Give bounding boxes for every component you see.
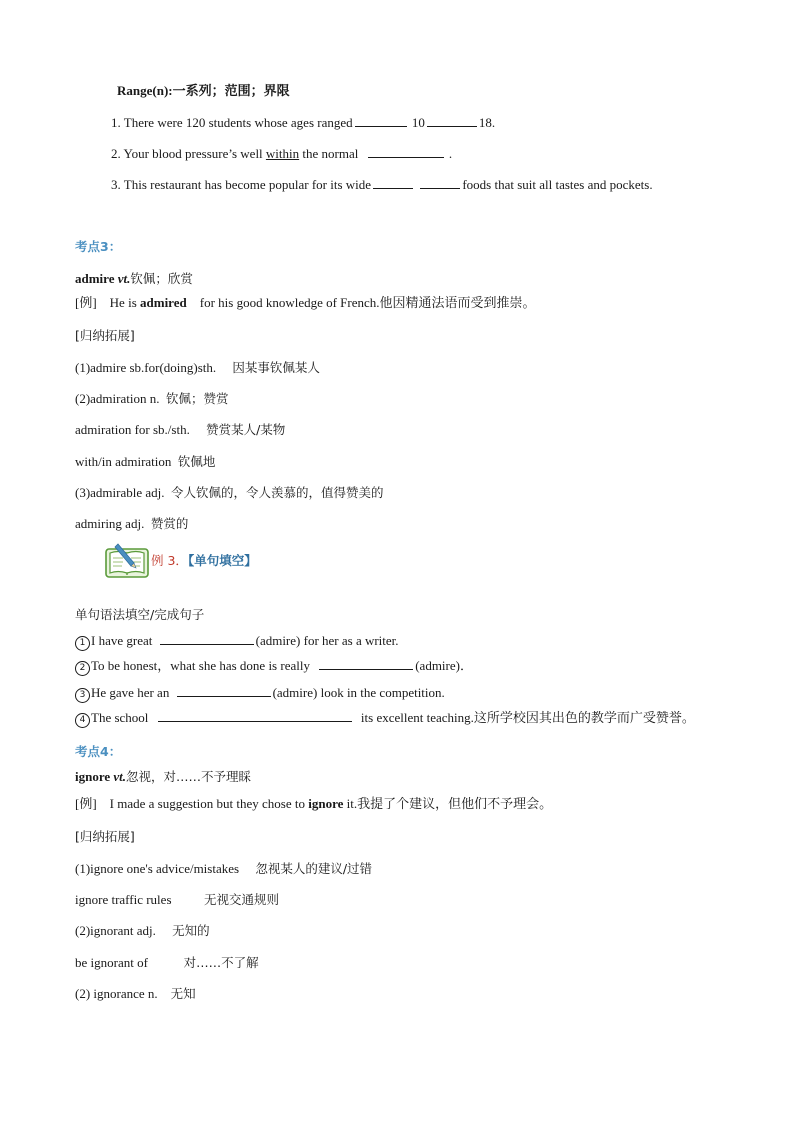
point-4-item: (1)ignore one's advice/mistakes 忽视某人的建议/过错 bbox=[75, 861, 373, 876]
point-3-expand-heading: [归纳拓展] bbox=[75, 328, 135, 343]
answer-blank bbox=[319, 657, 413, 670]
number-circle: 4 bbox=[75, 713, 90, 728]
point-3-item: (3)admirable adj. 令人钦佩的，令人羡慕的，值得赞美的 bbox=[75, 485, 384, 500]
answer-blank bbox=[355, 114, 407, 127]
point-4-expand-heading: [归纳拓展] bbox=[75, 829, 135, 844]
answer-blank bbox=[368, 145, 444, 158]
answer-blank bbox=[158, 709, 352, 722]
point-3-item: (1)admire sb.for(doing)sth. 因某事钦佩某人 bbox=[75, 360, 320, 375]
answer-blank bbox=[427, 114, 477, 127]
point-3-item: admiration for sb./sth. 赞赏某人/某物 bbox=[75, 422, 286, 437]
point-4-label: 考点4： bbox=[75, 744, 122, 759]
range-question-2: 2. Your blood pressure’s well within the normal . bbox=[111, 146, 453, 161]
example-3-instruction: 单句语法填空/完成句子 bbox=[75, 607, 205, 622]
answer-blank bbox=[420, 176, 460, 189]
range-question-3: 3. This restaurant has become popular for its wide foods that suit all tastes and pockets. bbox=[111, 177, 653, 192]
range-question-1: 1. There were 120 students whose ages ranged 10 18. bbox=[111, 115, 496, 130]
point-4-item: (2)ignorant adj. 无知的 bbox=[75, 923, 210, 938]
range-heading: Range(n):一系列；范围；界限 bbox=[117, 83, 290, 98]
point-3-item: (2)admiration n. 钦佩；赞赏 bbox=[75, 391, 229, 406]
point-3-example: [例] He is admired for his good knowledge of French.他因精通法语而受到推崇。 bbox=[75, 295, 536, 310]
number-circle: 1 bbox=[75, 636, 90, 651]
example-3-question-3: 3 He gave her an (admire) look in the competition. bbox=[75, 684, 445, 703]
example-3-question-1: 1 I have great (admire) for her as a writer. bbox=[75, 632, 399, 651]
point-3-item: with/in admiration 钦佩地 bbox=[75, 454, 216, 469]
example-3-title: 例 3．【单句填空】 bbox=[151, 553, 257, 568]
answer-blank bbox=[373, 176, 413, 189]
point-4-item: ignore traffic rules 无视交通规则 bbox=[75, 892, 280, 907]
point-4-headword: ignore vt.忽视，对……不予理睬 bbox=[75, 769, 252, 784]
answer-blank bbox=[177, 684, 271, 697]
point-3-item: admiring adj. 赞赏的 bbox=[75, 516, 189, 531]
point-4-example: [例] I made a suggestion but they chose to ignore it.我提了个建议，但他们不予理会。 bbox=[75, 796, 553, 811]
point-3-label: 考点3： bbox=[75, 239, 122, 254]
example-3-question-4: 4 The school its excellent teaching.这所学校因其出色的教学而广受赞誉。 bbox=[75, 709, 695, 728]
point-4-item: be ignorant of 对……不了解 bbox=[75, 955, 259, 970]
answer-blank bbox=[160, 632, 254, 645]
number-circle: 3 bbox=[75, 688, 90, 703]
number-circle: 2 bbox=[75, 661, 90, 676]
point-4-item: (2) ignorance n. 无知 bbox=[75, 986, 196, 1001]
book-pencil-icon bbox=[104, 541, 150, 579]
point-3-headword: admire vt.钦佩；欣赏 bbox=[75, 271, 193, 286]
example-3-question-2: 2 To be honest，what she has done is really (admire)． bbox=[75, 657, 473, 676]
